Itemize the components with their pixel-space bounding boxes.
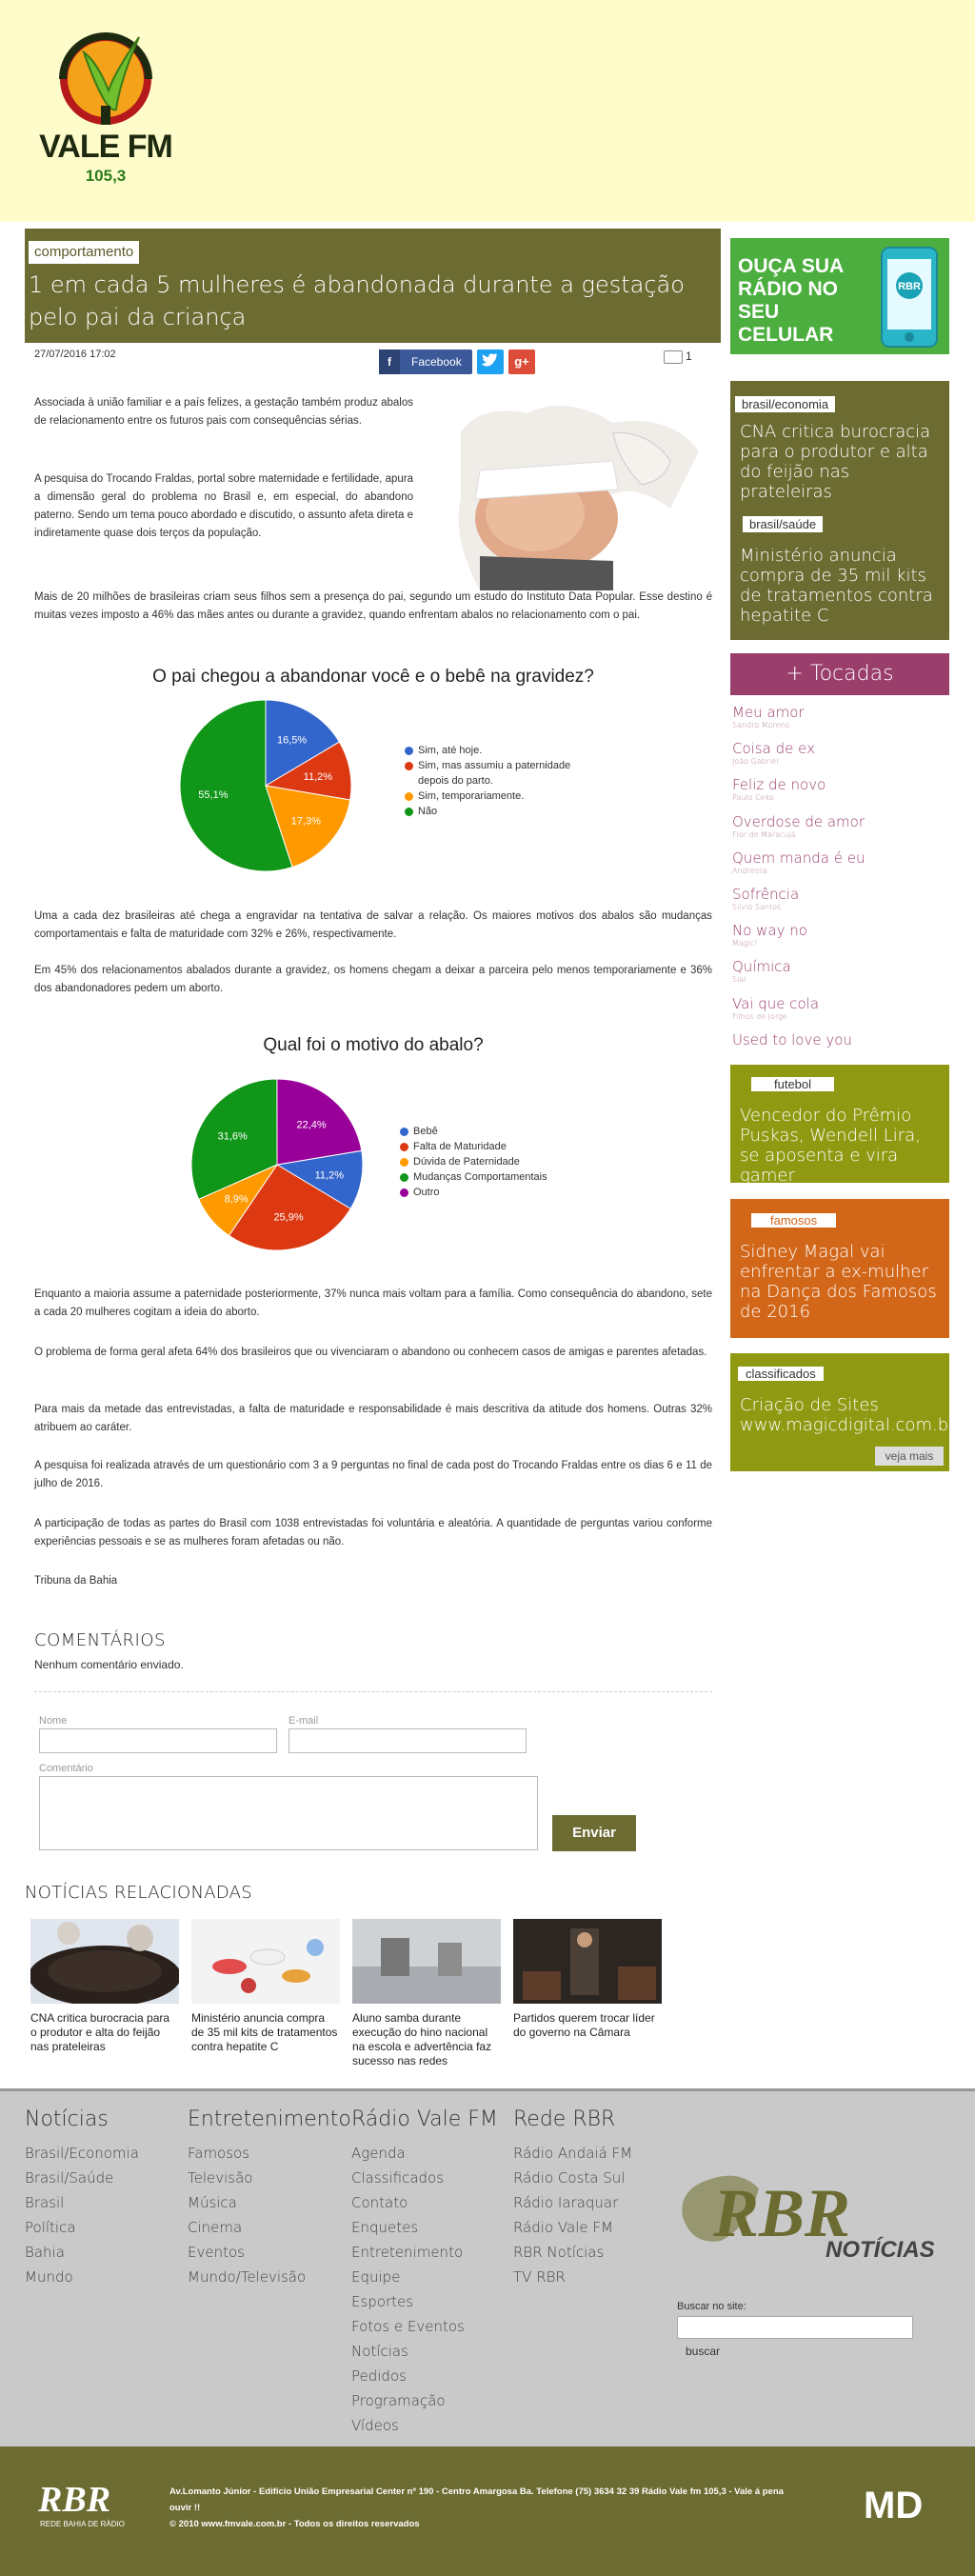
top-song-item[interactable]	[732, 959, 791, 984]
footer-link[interactable]: Rádio Costa Sul	[513, 2169, 626, 2187]
comment-label: Comentário	[39, 1763, 93, 1774]
top-song-item[interactable]	[732, 887, 799, 911]
footer-column-title[interactable]: Entretenimento	[188, 2107, 351, 2131]
song-title: Used to love you	[732, 1030, 852, 1048]
article-title: 1 em cada 5 mulheres é abandonada durante a gestação pelo pai da criança	[29, 271, 685, 330]
article-paragraph: A pesquisa foi realizada através de um questionário com 3 a 9 perguntas no final de cada post do Trocando Fraldas entre os dias 6 e 11 de julho de 2016.	[34, 1460, 712, 1489]
top-song-item[interactable]	[732, 814, 865, 839]
song-artist: Silvio Santos	[732, 903, 782, 911]
related-item[interactable]	[513, 1919, 662, 2040]
famosos-box[interactable]	[730, 1199, 949, 1338]
article-paragraph: Em 45% dos relacionamentos abalados durante a gravidez, os homens chegam a deixar a parceira pelo menos temporariamente e 36% dos abandonadores pedem um aborto.	[34, 965, 712, 994]
legend-label: Sim, temporariamente.	[418, 790, 525, 802]
chamber-photo	[513, 1919, 662, 2004]
legend-label: Bebê	[413, 1126, 438, 1137]
pie-slice-label: 11,2%	[314, 1169, 345, 1182]
search-label: Buscar no site:	[677, 2301, 746, 2312]
footer-link[interactable]: Esportes	[351, 2293, 414, 2310]
footer-link[interactable]: Rádio Iaraquar	[513, 2194, 619, 2211]
related-caption: Partidos querem trocar líder do governo na Câmara	[513, 2011, 655, 2039]
legend-label: Falta de Maturidade	[413, 1141, 507, 1152]
article-paragraph: Enquanto a maioria assume a paternidade posteriormente, 37% nunca mais voltam para a família. Como consequência do abandono, sete a cada 20 mulheres cogitam a ideia do aborto.	[34, 1288, 712, 1318]
legend-swatch	[405, 762, 413, 770]
footer-link[interactable]: Brasil/Economia	[25, 2145, 139, 2162]
article-paragraph: A pesquisa do Trocando Fraldas, portal sobre maternidade e fertilidade, apura a dimensão geral do problema no Brasil e, em especial, do abandono paterno. Sendo um tema pouco abordado e discutido, o assunto afeta direta e indiretamente quase dois terços da população.	[34, 473, 413, 539]
footer-link[interactable]: Brasil	[25, 2194, 65, 2211]
name-label: Nome	[39, 1715, 68, 1727]
related-caption: CNA critica burocracia para o produtor e alta do feijão nas prateleiras	[30, 2011, 170, 2053]
related-item[interactable]	[352, 1919, 501, 2068]
logo-emblem-icon	[25, 24, 187, 129]
chart-1-title: O pai chegou a abandonar você e o bebê na gravidez?	[152, 667, 594, 687]
legend-item	[400, 1154, 609, 1169]
legend-label: Outro	[413, 1187, 440, 1198]
footer-column-title[interactable]: Notícias	[25, 2107, 109, 2131]
top-song-item[interactable]	[732, 705, 805, 729]
sidebar-news-box	[730, 381, 949, 640]
chart-2-pie	[189, 1076, 366, 1253]
legend-item	[400, 1185, 609, 1200]
legend-item	[400, 1169, 609, 1185]
song-artist: Sandro Moreno	[732, 721, 790, 729]
pie-slice-label: 8,9%	[224, 1193, 249, 1206]
legend-swatch	[400, 1143, 408, 1151]
twitter-share-button[interactable]	[477, 349, 504, 374]
song-artist: Sial	[732, 975, 746, 985]
legend-swatch	[400, 1173, 408, 1182]
futebol-tag: futebol	[751, 1077, 834, 1091]
pie-slice-label: 31,6%	[217, 1130, 248, 1143]
pie-slice-label: 25,9%	[273, 1211, 304, 1224]
song-title: Quem manda é eu	[732, 849, 866, 867]
see-more-button[interactable]: veja mais	[875, 1447, 944, 1466]
legend-label: Não	[418, 806, 438, 817]
app-badge: RBR	[898, 281, 921, 292]
classificados-tag: classificados	[738, 1367, 824, 1381]
chart-2-legend	[400, 1124, 609, 1200]
comment-count[interactable]	[664, 349, 692, 364]
song-artist: Magic!	[732, 939, 758, 949]
footer-link[interactable]: Programação	[351, 2392, 446, 2409]
divider	[34, 1691, 712, 1692]
related-caption: Aluno samba durante execução do hino nacional na escola e advertência faz sucesso nas redes	[352, 2011, 492, 2067]
rbr-logo-text: RBR	[713, 2175, 851, 2251]
legend-label: Sim, mas assumiu a paternidade depois do parto.	[418, 760, 571, 787]
pie-slice-label: 22,4%	[296, 1119, 327, 1131]
top-song-item[interactable]	[732, 741, 815, 766]
footer-link[interactable]: Pedidos	[351, 2367, 407, 2385]
footer-link[interactable]: Bahia	[25, 2244, 65, 2261]
send-comment-button[interactable]: Enviar	[552, 1815, 636, 1851]
smartphone-icon	[878, 246, 941, 349]
footer-link[interactable]: Política	[25, 2219, 76, 2236]
article-paragraph: Uma a cada dez brasileiras até chega a engravidar na tentativa de salvar a relação. Os maiores motivos dos abalos são mudanças comportamentais e falta de maturidade com 32% e 26%, respectivamente.	[34, 910, 712, 940]
article-date: 27/07/2016 17:02	[34, 349, 116, 360]
footer-column-title[interactable]: Rádio Vale FM	[351, 2107, 498, 2131]
article-paragraph: A participação de todas as partes do Brasil com 1038 entrevistadas foi voluntária e aleatória. A quantidade de perguntas variou conforme experiências pessoais e se as mulheres foram afetadas ou não.	[34, 1518, 712, 1548]
legend-item	[405, 804, 595, 819]
legend-label: Sim, até hoje.	[418, 745, 483, 756]
footer-link[interactable]: TV RBR	[513, 2268, 566, 2286]
agency-logo[interactable]	[862, 2484, 940, 2527]
top-songs-heading: + Tocadas	[730, 653, 949, 695]
legend-swatch	[405, 792, 413, 801]
no-comments-text: Nenhum comentário enviado.	[34, 1658, 184, 1671]
twitter-icon	[477, 349, 504, 374]
news-title: Ministério anuncia compra de 35 mil kits de tratamentos contra hepatite C	[740, 546, 933, 626]
chart-1-pie	[177, 697, 354, 874]
legend-swatch	[405, 808, 413, 816]
song-artist: Filhos de Jorge	[732, 1011, 787, 1021]
song-title: Meu amor	[732, 704, 805, 721]
legend-item	[400, 1139, 609, 1154]
facebook-share-button[interactable]	[379, 349, 472, 374]
rede-bahia-logo[interactable]	[34, 2479, 133, 2532]
school-photo	[352, 1919, 501, 2004]
news-item[interactable]	[730, 514, 949, 626]
footer-search-input[interactable]	[677, 2316, 913, 2339]
footer-column-title[interactable]: Rede RBR	[513, 2107, 616, 2131]
futebol-box[interactable]	[730, 1065, 949, 1186]
footer-link[interactable]: Enquetes	[351, 2219, 419, 2236]
site-footer	[0, 2088, 975, 2446]
footer-link[interactable]: Brasil/Saúde	[25, 2169, 114, 2187]
pills-photo	[191, 1919, 340, 2004]
article-paragraph: Mais de 20 milhões de brasileiras criam seus filhos sem a presença do pai, segundo um estudo do Instituto Data Popular. Esse destino é muitas vezes imposto a 46% das mães antes ou durante a gravidez, quando enfrentam abalos no relacionamento com o pai.	[34, 591, 712, 621]
footer-link[interactable]: Classificados	[351, 2169, 445, 2187]
footer-link[interactable]: Mundo	[25, 2268, 73, 2286]
footer-link[interactable]: Entretenimento	[351, 2244, 464, 2261]
top-song-item[interactable]	[732, 996, 819, 1021]
footer-link[interactable]: Música	[188, 2194, 237, 2211]
facebook-icon: f	[379, 349, 400, 374]
footer-link[interactable]: Famosos	[188, 2145, 250, 2162]
song-title: No way no	[732, 922, 807, 940]
footer-link[interactable]: Contato	[351, 2194, 408, 2211]
legend-swatch	[400, 1158, 408, 1167]
famosos-tag: famosos	[751, 1213, 836, 1228]
legend-label: Mudanças Comportamentais	[413, 1171, 547, 1183]
site-header	[0, 0, 975, 222]
footer-address	[169, 2484, 804, 2532]
name-field[interactable]	[39, 1728, 277, 1753]
top-song-item[interactable]	[732, 1032, 852, 1048]
news-item[interactable]	[730, 394, 949, 502]
chart-2-title: Qual foi o motivo do abalo?	[263, 1035, 484, 1055]
agency-logo-text: MD	[864, 2485, 924, 2526]
article-source: Tribuna da Bahia	[34, 1575, 118, 1587]
rbr-logo-sub: NOTÍCIAS	[826, 2237, 935, 2263]
app-ad-banner[interactable]	[730, 238, 949, 354]
address-line: Av.Lomanto Júnior - Edifício União Empresarial Center nº 190 - Centro Amargosa Ba. Telefone (75) 3634 32 39 Rádio Vale fm 105,3 - Vale á pena ouvir !!	[169, 2486, 784, 2513]
article-paragraph: Para mais da metade das entrevistadas, a falta de maturidade e responsabilidade é mais descritiva da atitude dos homens. Outras 32% atribuem ao caráter.	[34, 1404, 712, 1433]
footer-link[interactable]: Notícias	[351, 2343, 408, 2360]
song-title: Química	[732, 958, 791, 976]
top-song-item[interactable]	[732, 777, 826, 802]
top-song-item[interactable]	[732, 923, 807, 948]
related-item[interactable]	[30, 1919, 179, 2054]
footer-link[interactable]: Mundo/Televisão	[188, 2268, 307, 2286]
footer-link[interactable]: Eventos	[188, 2244, 245, 2261]
related-caption: Ministério anuncia compra de 35 mil kits de tratamentos contra hepatite C	[191, 2011, 338, 2053]
bottom-logo-sub: REDE BAHIA DE RÁDIO	[40, 2520, 125, 2528]
gplus-share-button[interactable]: g+	[508, 349, 535, 374]
song-title: Feliz de novo	[732, 776, 826, 794]
legend-item	[405, 758, 595, 789]
footer-link[interactable]: Rádio Vale FM	[513, 2219, 613, 2236]
song-title: Sofrência	[732, 886, 800, 903]
song-title: Vai que cola	[732, 994, 820, 1012]
bottom-logo-text: RBR	[38, 2480, 111, 2520]
email-label: E-mail	[289, 1715, 319, 1727]
futebol-title: Vencedor do Prêmio Puskas, Wendell Lira, se aposenta e vira gamer	[740, 1106, 921, 1186]
legend-swatch	[405, 747, 413, 755]
footer-search-button[interactable]: buscar	[686, 2345, 721, 2358]
comment-count-value: 1	[686, 349, 692, 363]
classificados-title: Criação de Sites www.magicdigital.com.br	[740, 1395, 956, 1435]
famosos-title: Sidney Magal vai enfrentar a ex-mulher na Dança dos Famosos de 2016	[740, 1242, 937, 1322]
song-title: Overdose de amor	[732, 812, 865, 830]
footer-link[interactable]: Fotos e Eventos	[351, 2318, 465, 2335]
article-paragraph: O problema de forma geral afeta 64% dos brasileiros que ou vivenciaram o abandono ou conhecem casos de amigas e parentes afetadas.	[34, 1347, 707, 1358]
song-artist: Flor de Maracujá	[732, 829, 796, 839]
legend-item	[400, 1124, 609, 1139]
article-paragraph: Associada à união familiar e a país felizes, a gestação também produz abalos de relacionamento entre os futuros pais com consequências sérias.	[34, 397, 413, 427]
vale-fm-logo[interactable]	[25, 24, 196, 195]
logo-name: VALE FM	[39, 129, 172, 165]
song-title: Coisa de ex	[732, 740, 815, 758]
related-news-heading: NOTÍCIAS RELACIONADAS	[25, 1883, 252, 1903]
pie-slice-label: 16,5%	[277, 734, 308, 747]
footer-link[interactable]: RBR Notícias	[513, 2244, 605, 2261]
pie-slice-label: 55,1%	[198, 789, 229, 801]
song-artist: Andressa	[732, 866, 767, 875]
comments-heading: COMENTÁRIOS	[34, 1630, 166, 1650]
news-tag: brasil/saúde	[743, 516, 823, 532]
top-song-item[interactable]	[732, 850, 865, 875]
song-artist: João Gabriel	[732, 757, 779, 767]
pie-slice-label: 17,3%	[290, 815, 321, 828]
footer-link[interactable]: Agenda	[351, 2145, 406, 2162]
legend-label: Dúvida de Paternidade	[413, 1156, 520, 1168]
legend-swatch	[400, 1188, 408, 1197]
rbr-noticias-logo[interactable]	[673, 2160, 940, 2265]
beans-photo	[30, 1919, 179, 2004]
pie-slice-label: 11,2%	[303, 770, 333, 783]
chart-1-legend	[405, 743, 595, 819]
footer-link[interactable]: Rádio Andaiá FM	[513, 2145, 633, 2162]
footer-link[interactable]: Cinema	[188, 2219, 243, 2236]
copyright-line: © 2010 www.fmvale.com.br - Todos os direitos reservados	[169, 2519, 420, 2529]
footer-link[interactable]: Vídeos	[351, 2417, 399, 2434]
song-artist: Paulo Ceko	[732, 793, 774, 803]
facebook-label: Facebook	[411, 355, 462, 369]
comment-textarea[interactable]	[39, 1776, 538, 1850]
footer-link[interactable]: Televisão	[188, 2169, 253, 2187]
legend-swatch	[400, 1128, 408, 1136]
ad-text: OUÇA SUA RÁDIO NO SEU CELULAR	[738, 255, 844, 346]
footer-link[interactable]: Equipe	[351, 2268, 401, 2286]
news-tag: brasil/economia	[735, 396, 835, 412]
legend-item	[405, 743, 595, 758]
email-field[interactable]	[289, 1728, 527, 1753]
news-title: CNA critica burocracia para o produtor e alta do feijão nas prateleiras	[740, 422, 931, 502]
logo-frequency: 105,3	[85, 167, 127, 185]
comment-bubble-icon	[664, 350, 683, 364]
pregnant-woman-photo	[423, 394, 708, 590]
legend-item	[405, 789, 595, 804]
related-item[interactable]	[191, 1919, 340, 2054]
article-category-tag[interactable]: comportamento	[29, 241, 139, 264]
